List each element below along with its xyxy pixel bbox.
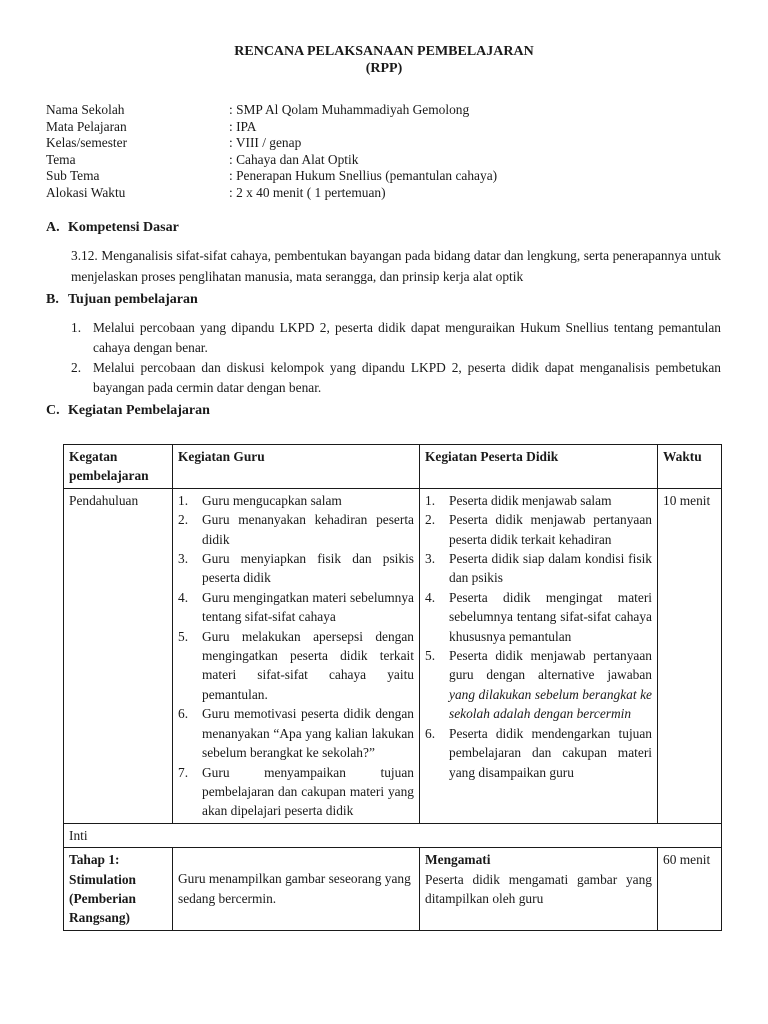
item-text: Peserta didik menjawab pertanyaan guru dengan alternative jawaban <box>449 648 652 683</box>
item-text: Guru memotivasi peserta didik dengan menanyakan “Apa yang kalian lakukan sebelum berangkat ke sekolah?” <box>202 706 414 761</box>
item-text: Guru mengucapkan salam <box>202 492 342 508</box>
list-item <box>425 588 652 646</box>
document-title: RENCANA PELAKSANAAN PEMBELAJARAN <box>234 44 534 59</box>
item-text: Guru mengingatkan materi sebelumnya tentang sifat-sifat cahaya <box>202 589 414 625</box>
section-heading-a <box>46 220 179 236</box>
item-number: 7. <box>178 764 189 780</box>
item-number: 5. <box>178 628 189 644</box>
identity-row <box>46 152 497 169</box>
item-text: Peserta didik mengingat materi sebelumnya tentang sifat-sifat cahaya khususnya pemantulan <box>449 589 652 644</box>
phase-label: Pendahuluan <box>64 488 173 823</box>
identity-label: Alokasi Waktu <box>46 184 126 200</box>
item-text: Peserta didik mendengarkan tujuan pembelajaran dan cakupan materi yang disampaikan guru <box>449 725 652 780</box>
student-activity-cell <box>420 848 658 931</box>
identity-value: : SMP Al Qolam Muhammadiyah Gemolong <box>229 102 470 117</box>
item-number: 4. <box>178 589 189 605</box>
document-subtitle: (RPP) <box>365 61 403 76</box>
item-number: 4. <box>425 589 436 605</box>
list-item <box>425 724 652 782</box>
item-number: 6. <box>425 725 436 741</box>
identity-row <box>46 135 497 152</box>
table-row <box>64 848 722 931</box>
identity-label: Tema <box>46 151 76 167</box>
item-number: 1. <box>178 492 189 508</box>
item-text: Guru melakukan apersepsi dengan mengingatkan peserta didik terkait materi sifat-sifat cahaya yaitu pemantulan. <box>202 628 414 702</box>
item-text: Peserta didik menjawab pertanyaan peserta didik terkait kehadiran <box>449 512 652 547</box>
identity-value: : IPA <box>229 118 257 134</box>
list-item <box>178 549 414 588</box>
list-item <box>178 588 414 627</box>
stage-label: Tahap 1: Stimulation (Pemberian Rangsang) <box>64 848 173 931</box>
item-text: Guru menanyakan kehadiran peserta didik <box>202 512 414 547</box>
list-item <box>178 763 414 821</box>
identity-row <box>46 185 497 202</box>
item-number: 2. <box>178 512 189 528</box>
section-letter: B. <box>46 292 59 307</box>
identity-row <box>46 168 497 185</box>
competency-text: 3.12. Menganalisis sifat-sifat cahaya, pembentukan bayangan pada bidang datar dan lengkung, serta penerapannya untuk menjelaskan proses penglihatan manusia, mata serangga, dan prinsip kerja alat optik <box>71 248 721 284</box>
identity-value: : VIII / genap <box>229 135 302 151</box>
goal-number: 2. <box>71 360 82 375</box>
list-item <box>425 549 652 588</box>
item-number: 2. <box>425 512 436 528</box>
student-activity-title: Mengamati <box>425 852 491 868</box>
item-text: Guru menyampaikan tujuan pembelajaran dan cakupan materi yang akan dipelajari peserta didik <box>202 764 414 819</box>
item-italic-text: yang dilakukan sebelum berangkat ke sekolah adalah dengan bercermin <box>449 686 652 722</box>
list-item <box>425 491 652 510</box>
identity-block <box>46 102 497 202</box>
identity-value: : 2 x 40 menit ( 1 pertemuan) <box>229 184 386 200</box>
list-item <box>425 646 652 724</box>
list-item <box>425 510 652 549</box>
teacher-activity-text: Guru menampilkan gambar seseorang yang sedang bercermin. <box>173 848 420 931</box>
table-header-row <box>64 445 722 489</box>
goal-text: Melalui percobaan dan diskusi kelompok yang dipandu LKPD 2, peserta didik dapat menganalisis pembetukan bayangan pada cermin datar dengan benar. <box>93 360 721 395</box>
identity-label: Sub Tema <box>46 168 100 184</box>
identity-label: Nama Sekolah <box>46 102 125 117</box>
header-kegiatan: Kegatan pembelajaran <box>64 445 173 489</box>
identity-value: : Cahaya dan Alat Optik <box>229 151 359 167</box>
header-waktu: Waktu <box>658 445 722 489</box>
item-number: 1. <box>425 492 436 508</box>
goal-item <box>71 318 721 358</box>
item-number: 5. <box>425 648 436 664</box>
identity-row <box>46 102 497 119</box>
header-kegiatan-siswa: Kegiatan Peserta Didik <box>420 445 658 489</box>
identity-value: : Penerapan Hukum Snellius (pemantulan cahaya) <box>229 168 498 184</box>
goal-text: Melalui percobaan yang dipandu LKPD 2, peserta didik dapat menguraikan Hukum Snellius tentang pemantulan cahaya dengan benar. <box>93 320 721 355</box>
time-cell: 10 menit <box>658 488 722 823</box>
section-title: Kompetensi Dasar <box>68 220 179 235</box>
item-number: 3. <box>178 551 189 567</box>
teacher-activities <box>173 488 420 823</box>
table-row <box>64 823 722 847</box>
item-number: 3. <box>425 551 436 567</box>
list-item <box>178 704 414 762</box>
section-title: Kegiatan Pembelajaran <box>68 403 210 418</box>
section-heading-b <box>46 292 198 308</box>
section-letter: C. <box>46 403 60 418</box>
item-text: Peserta didik siap dalam kondisi fisik dan psikis <box>449 551 652 586</box>
activity-table <box>63 444 722 931</box>
identity-row <box>46 119 497 136</box>
phase-label: Inti <box>64 823 722 847</box>
list-item <box>178 510 414 549</box>
student-activity-text: Peserta didik mengamati gambar yang ditampilkan oleh guru <box>425 871 652 906</box>
item-number: 6. <box>178 706 189 722</box>
list-item <box>178 491 414 510</box>
section-title: Tujuan pembelajaran <box>68 292 198 307</box>
student-activities <box>420 488 658 823</box>
item-text: Peserta didik menjawab salam <box>449 492 612 508</box>
header-kegiatan-guru: Kegiatan Guru <box>173 445 420 489</box>
section-letter: A. <box>46 220 60 235</box>
section-heading-c <box>46 403 210 419</box>
list-item <box>178 627 414 705</box>
identity-label: Kelas/semester <box>46 135 128 151</box>
identity-label: Mata Pelajaran <box>46 118 127 134</box>
item-text: Guru menyiapkan fisik dan psikis peserta didik <box>202 551 414 586</box>
table-row <box>64 488 722 823</box>
time-cell: 60 menit <box>658 848 722 931</box>
goal-number: 1. <box>71 320 82 335</box>
goal-item <box>71 358 721 398</box>
